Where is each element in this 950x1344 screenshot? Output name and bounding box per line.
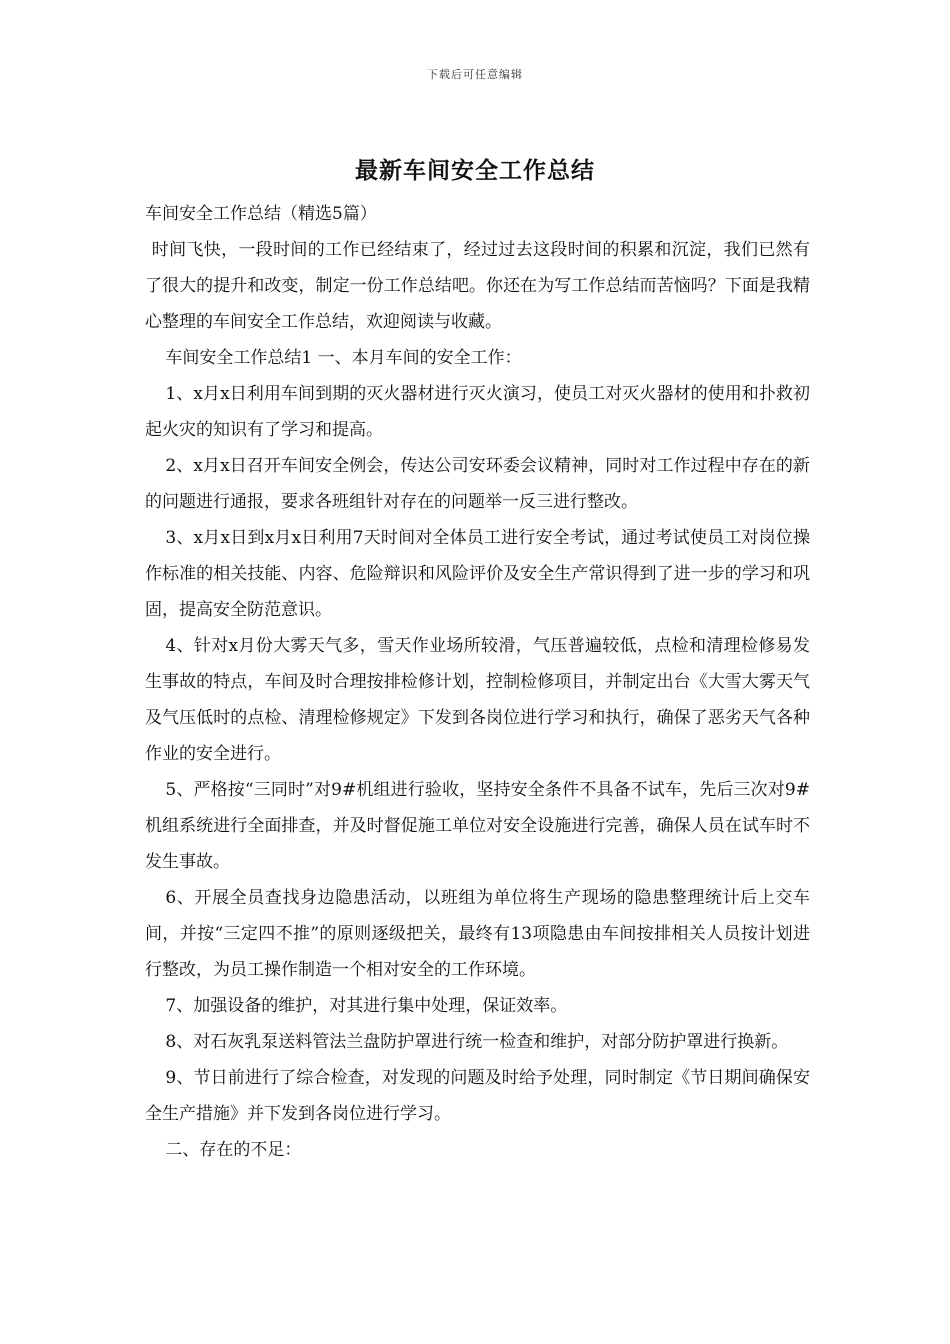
intro-paragraph: 时间飞快，一段时间的工作已经结束了，经过过去这段时间的积累和沉淀，我们已然有了很大的提升和改变，制定一份工作总结吧。你还在为写工作总结而苦恼吗？下面是我精心整理的车间安全工作总结，欢迎阅读与收藏。 xyxy=(145,240,810,332)
paragraph: 车间安全工作总结1 一、本月车间的安全工作： xyxy=(165,348,522,368)
paragraph: 二、存在的不足： xyxy=(165,1140,302,1160)
document-subtitle: 车间安全工作总结（精选5篇） xyxy=(145,204,377,224)
paragraph: 6、开展全员查找身边隐患活动，以班组为单位将生产现场的隐患整理统计后上交车间，并按“三定四不推”的原则逐级把关，最终有13项隐患由车间按排相关人员按计划进行整改，为员工操作制造一个相对安全的工作环境。 xyxy=(145,888,810,980)
document-body xyxy=(145,196,810,1168)
paragraph: 4、针对x月份大雾天气多，雪天作业场所较滑，气压普遍较低，点检和清理检修易发生事故的特点，车间及时合理按排检修计划，控制检修项目，并制定出台《大雪大雾天气及气压低时的点检、清理检修规定》下发到各岗位进行学习和执行，确保了恶劣天气各种作业的安全进行。 xyxy=(145,636,810,764)
paragraph: 8、对石灰乳泵送料管法兰盘防护罩进行统一检查和维护，对部分防护罩进行换新。 xyxy=(165,1032,789,1052)
paragraph: 5、严格按“三同时”对9#机组进行验收，坚持安全条件不具备不试车，先后三次对9#机组系统进行全面排查，并及时督促施工单位对安全设施进行完善，确保人员在试车时不发生事故。 xyxy=(145,780,810,872)
paragraph: 9、节日前进行了综合检查，对发现的问题及时给予处理，同时制定《节日期间确保安全生产措施》并下发到各岗位进行学习。 xyxy=(145,1068,810,1124)
paragraph: 3、x月x日到x月x日利用7天时间对全体员工进行安全考试，通过考试使员工对岗位操作标准的相关技能、内容、危险辩识和风险评价及安全生产常识得到了进一步的学习和巩固，提高安全防范意识。 xyxy=(145,528,810,620)
paragraph: 7、加强设备的维护，对其进行集中处理，保证效率。 xyxy=(165,996,568,1016)
paragraph: 2、x月x日召开车间安全例会，传达公司安环委会议精神，同时对工作过程中存在的新的问题进行通报，要求各班组针对存在的问题举一反三进行整改。 xyxy=(145,456,810,512)
document-title: 最新车间安全工作总结 xyxy=(355,157,595,184)
header-note: 下载后可任意编辑 xyxy=(427,68,523,81)
paragraph: 1、x月x日利用车间到期的灭火器材进行灭火演习，使员工对灭火器材的使用和扑救初起火灾的知识有了学习和提高。 xyxy=(145,384,810,440)
